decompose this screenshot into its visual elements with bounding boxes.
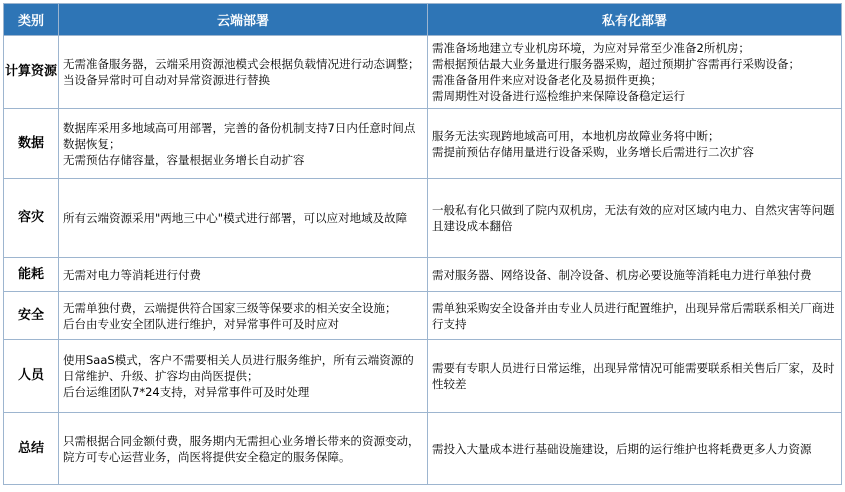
table-row: [4, 340, 842, 413]
cell-line: 服务无法实现跨地域高可用，本地机房故障业务将中断；: [432, 128, 720, 143]
cloud-cell: [59, 36, 428, 109]
header-cloud: 云端部署: [59, 4, 428, 36]
cell-line: 需根据预估最大业务量进行服务器采购，超过预期扩容需再行采购设备；: [432, 57, 800, 71]
private-cell: [428, 258, 842, 292]
private-cell: [428, 109, 842, 179]
cloud-cell: [59, 109, 428, 179]
cell-line: 需准备备用件来应对设备老化及易损件更换；: [432, 73, 662, 87]
cell-line: 需准备场地建立专业机房环境，为应对异常至少准备2所机房；: [432, 41, 750, 55]
cloud-cell: [59, 179, 428, 258]
cell-line: 使用SaaS模式，客户不需要相关人员进行服务维护，所有云端资源的日常维护、升级、扩容均由尚医提供；: [63, 353, 414, 383]
cell-line: 当设备异常时可自动对异常资源进行替换: [63, 73, 270, 87]
header-private: 私有化部署: [428, 4, 842, 36]
cloud-cell: [59, 340, 428, 413]
header-category: 类别: [4, 4, 59, 36]
private-cell: [428, 179, 842, 258]
table-row: [4, 258, 842, 292]
cell-line: 需提前预估存储用量进行设备采购，业务增长后需进行二次扩容: [432, 144, 754, 159]
row-category: 总结: [4, 413, 59, 485]
cell-line: 需投入大量成本进行基础设施建设，后期的运行维护也将耗费更多人力资源: [432, 441, 812, 456]
deployment-comparison-table: [3, 3, 842, 485]
private-cell: [428, 340, 842, 413]
cloud-cell: [59, 413, 428, 485]
private-cell: [428, 413, 842, 485]
header-row: [4, 4, 842, 36]
private-cell: [428, 292, 842, 340]
comparison-table-container: [3, 3, 841, 485]
cell-line: 无需单独付费，云端提供符合国家三级等保要求的相关安全设施；: [63, 300, 397, 315]
table-row: [4, 179, 842, 258]
cell-line: 无需准备服务器，云端采用资源池模式会根据负载情况进行动态调整；: [63, 57, 420, 71]
row-category: 人员: [4, 340, 59, 413]
cell-line: 需单独采购安全设备并由专业人员进行配置维护，出现异常后需联系相关厂商进行支持: [432, 300, 835, 331]
cell-line: 只需根据合同金额付费，服务期内无需担心业务增长带来的资源变动，院方可专心运营业务，尚医将提供安全稳定的服务保障。: [63, 433, 420, 464]
row-category: 计算资源: [4, 36, 59, 109]
cloud-cell: [59, 258, 428, 292]
cloud-cell: [59, 292, 428, 340]
cell-line: 所有云端资源采用"两地三中心"模式进行部署，可以应对地域及故障: [63, 211, 408, 225]
row-category: 容灾: [4, 179, 59, 258]
cell-line: 后台由专业安全团队进行维护，对异常事件可及时应对: [63, 316, 339, 331]
cell-line: 无需对电力等消耗进行付费: [63, 267, 201, 282]
table-row: [4, 109, 842, 179]
cell-line: 需周期性对设备进行巡检维护来保障设备稳定运行: [432, 89, 685, 103]
cell-line: 后台运维团队7*24支持，对异常事件可及时处理: [63, 385, 310, 399]
cell-line: 无需预估存储容量，容量根据业务增长自动扩容: [63, 152, 305, 167]
cell-line: 需要有专职人员进行日常运维，出现异常情况可能需要联系相关售后厂家，及时性较差: [432, 361, 835, 391]
row-category: 能耗: [4, 258, 59, 292]
table-row: [4, 36, 842, 109]
table-row: [4, 413, 842, 485]
table-row: [4, 292, 842, 340]
private-cell: [428, 36, 842, 109]
row-category: 数据: [4, 109, 59, 179]
row-category: 安全: [4, 292, 59, 340]
cell-line: 需对服务器、网络设备、制冷设备、机房必要设施等消耗电力进行单独付费: [432, 267, 812, 282]
cell-line: 数据库采用多地域高可用部署，完善的备份机制支持7日内任意时间点数据恢复；: [63, 120, 416, 151]
cell-line: 一般私有化只做到了院内双机房，无法有效的应对区域内电力、自然灾害等问题且建设成本翻倍: [432, 203, 835, 233]
